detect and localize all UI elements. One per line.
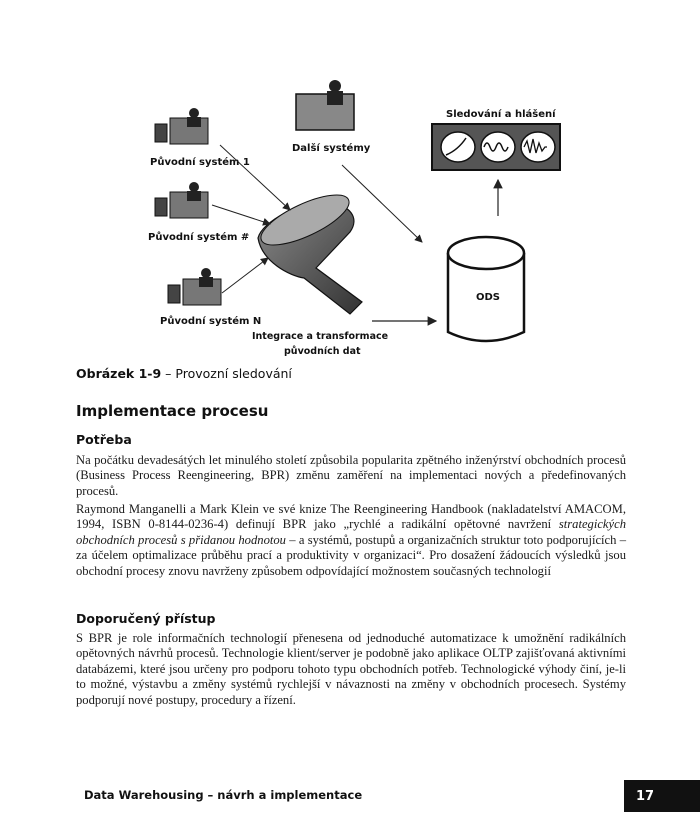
legacy-system-1-label: Původní systém 1 xyxy=(150,157,250,168)
paragraph-need-2-italic: strategických obchodních procesů s přidanou hodnotou xyxy=(76,517,626,547)
figure-caption xyxy=(76,366,292,381)
legacy-system-hash-icon xyxy=(155,182,208,218)
arrow-legacy-hash xyxy=(212,205,270,224)
ods-database-icon xyxy=(448,237,524,341)
other-systems-label: Další systémy xyxy=(292,143,371,154)
funnel-icon xyxy=(255,185,362,314)
legacy-system-n-icon xyxy=(168,268,221,305)
arrow-other-to-ods xyxy=(342,165,422,242)
legacy-system-1-icon xyxy=(155,108,208,144)
figure-caption-label: Obrázek 1-9 xyxy=(76,366,162,381)
page-number-box xyxy=(624,780,700,812)
section-title: Implementace procesu xyxy=(76,402,269,420)
figure-caption-text: – Provozní sledování xyxy=(161,366,292,381)
other-systems-icon xyxy=(296,80,354,130)
arrow-legacy-1 xyxy=(220,145,290,210)
page-number: 17 xyxy=(636,788,655,804)
paragraph-approach-1: S BPR je role informačních technologií přenesena od jednoduché automatizace k umožnění radikálních opětovných návrhů procesů. Technologie klient/server je podobně jako aplikace OLTP zajišťovaná aktivními databázemi, které jsou určeny pro podporu tohoto typu obchodních potřeb. Technologické výhody činí, je-li to možné, výstavbu a změny systémů rychlejší v návaznosti na změny v obchodních procesech. Systémy podporují nové postupy, procedury a řízení. xyxy=(76,631,626,707)
legacy-system-n-label: Původní systém N xyxy=(160,316,262,327)
arrow-legacy-n xyxy=(222,258,268,293)
paragraph-need-1: Na počátku devadesátých let minulého století způsobila popularita zpětného inženýrství obchodních procesů (Business Process Reengineering, BPR) změnu zaměření na implementaci nových a předefinovaných procesů. xyxy=(76,453,626,498)
subsection-title-approach: Doporučený přístup xyxy=(76,611,216,626)
ods-label: ODS xyxy=(476,292,501,303)
footer-book-title: Data Warehousing – návrh a implementace xyxy=(84,788,363,802)
subsection-title-need: Potřeba xyxy=(76,432,132,447)
integration-label-line1: Integrace a transformace xyxy=(252,331,389,342)
monitoring-label: Sledování a hlášení xyxy=(446,109,556,120)
legacy-system-hash-label: Původní systém # xyxy=(148,232,250,243)
operational-monitoring-diagram xyxy=(0,0,700,360)
integration-label-line2: původních dat xyxy=(284,346,361,357)
paragraph-need-2-end: – a systémů, postupů a organizačních struktur toto podporujících – za účelem optimalizace průběhu prací a produktivity v organizaci“. Pro dosažení žádoucích výsledků jsou obchodní procesy znovu navrženy způsobem odpovídající možnostem současných technologií xyxy=(76,532,627,578)
paragraph-need-2 xyxy=(76,502,626,579)
paragraph-need-2-start: Raymond Manganelli a Mark Klein ve své knize The Reengineering Handbook (nakladatelství AMACOM, 1994, ISBN 0-8144-0236-4) definují BPR jako „rychlé a radikální opětovné navržení xyxy=(76,502,626,532)
